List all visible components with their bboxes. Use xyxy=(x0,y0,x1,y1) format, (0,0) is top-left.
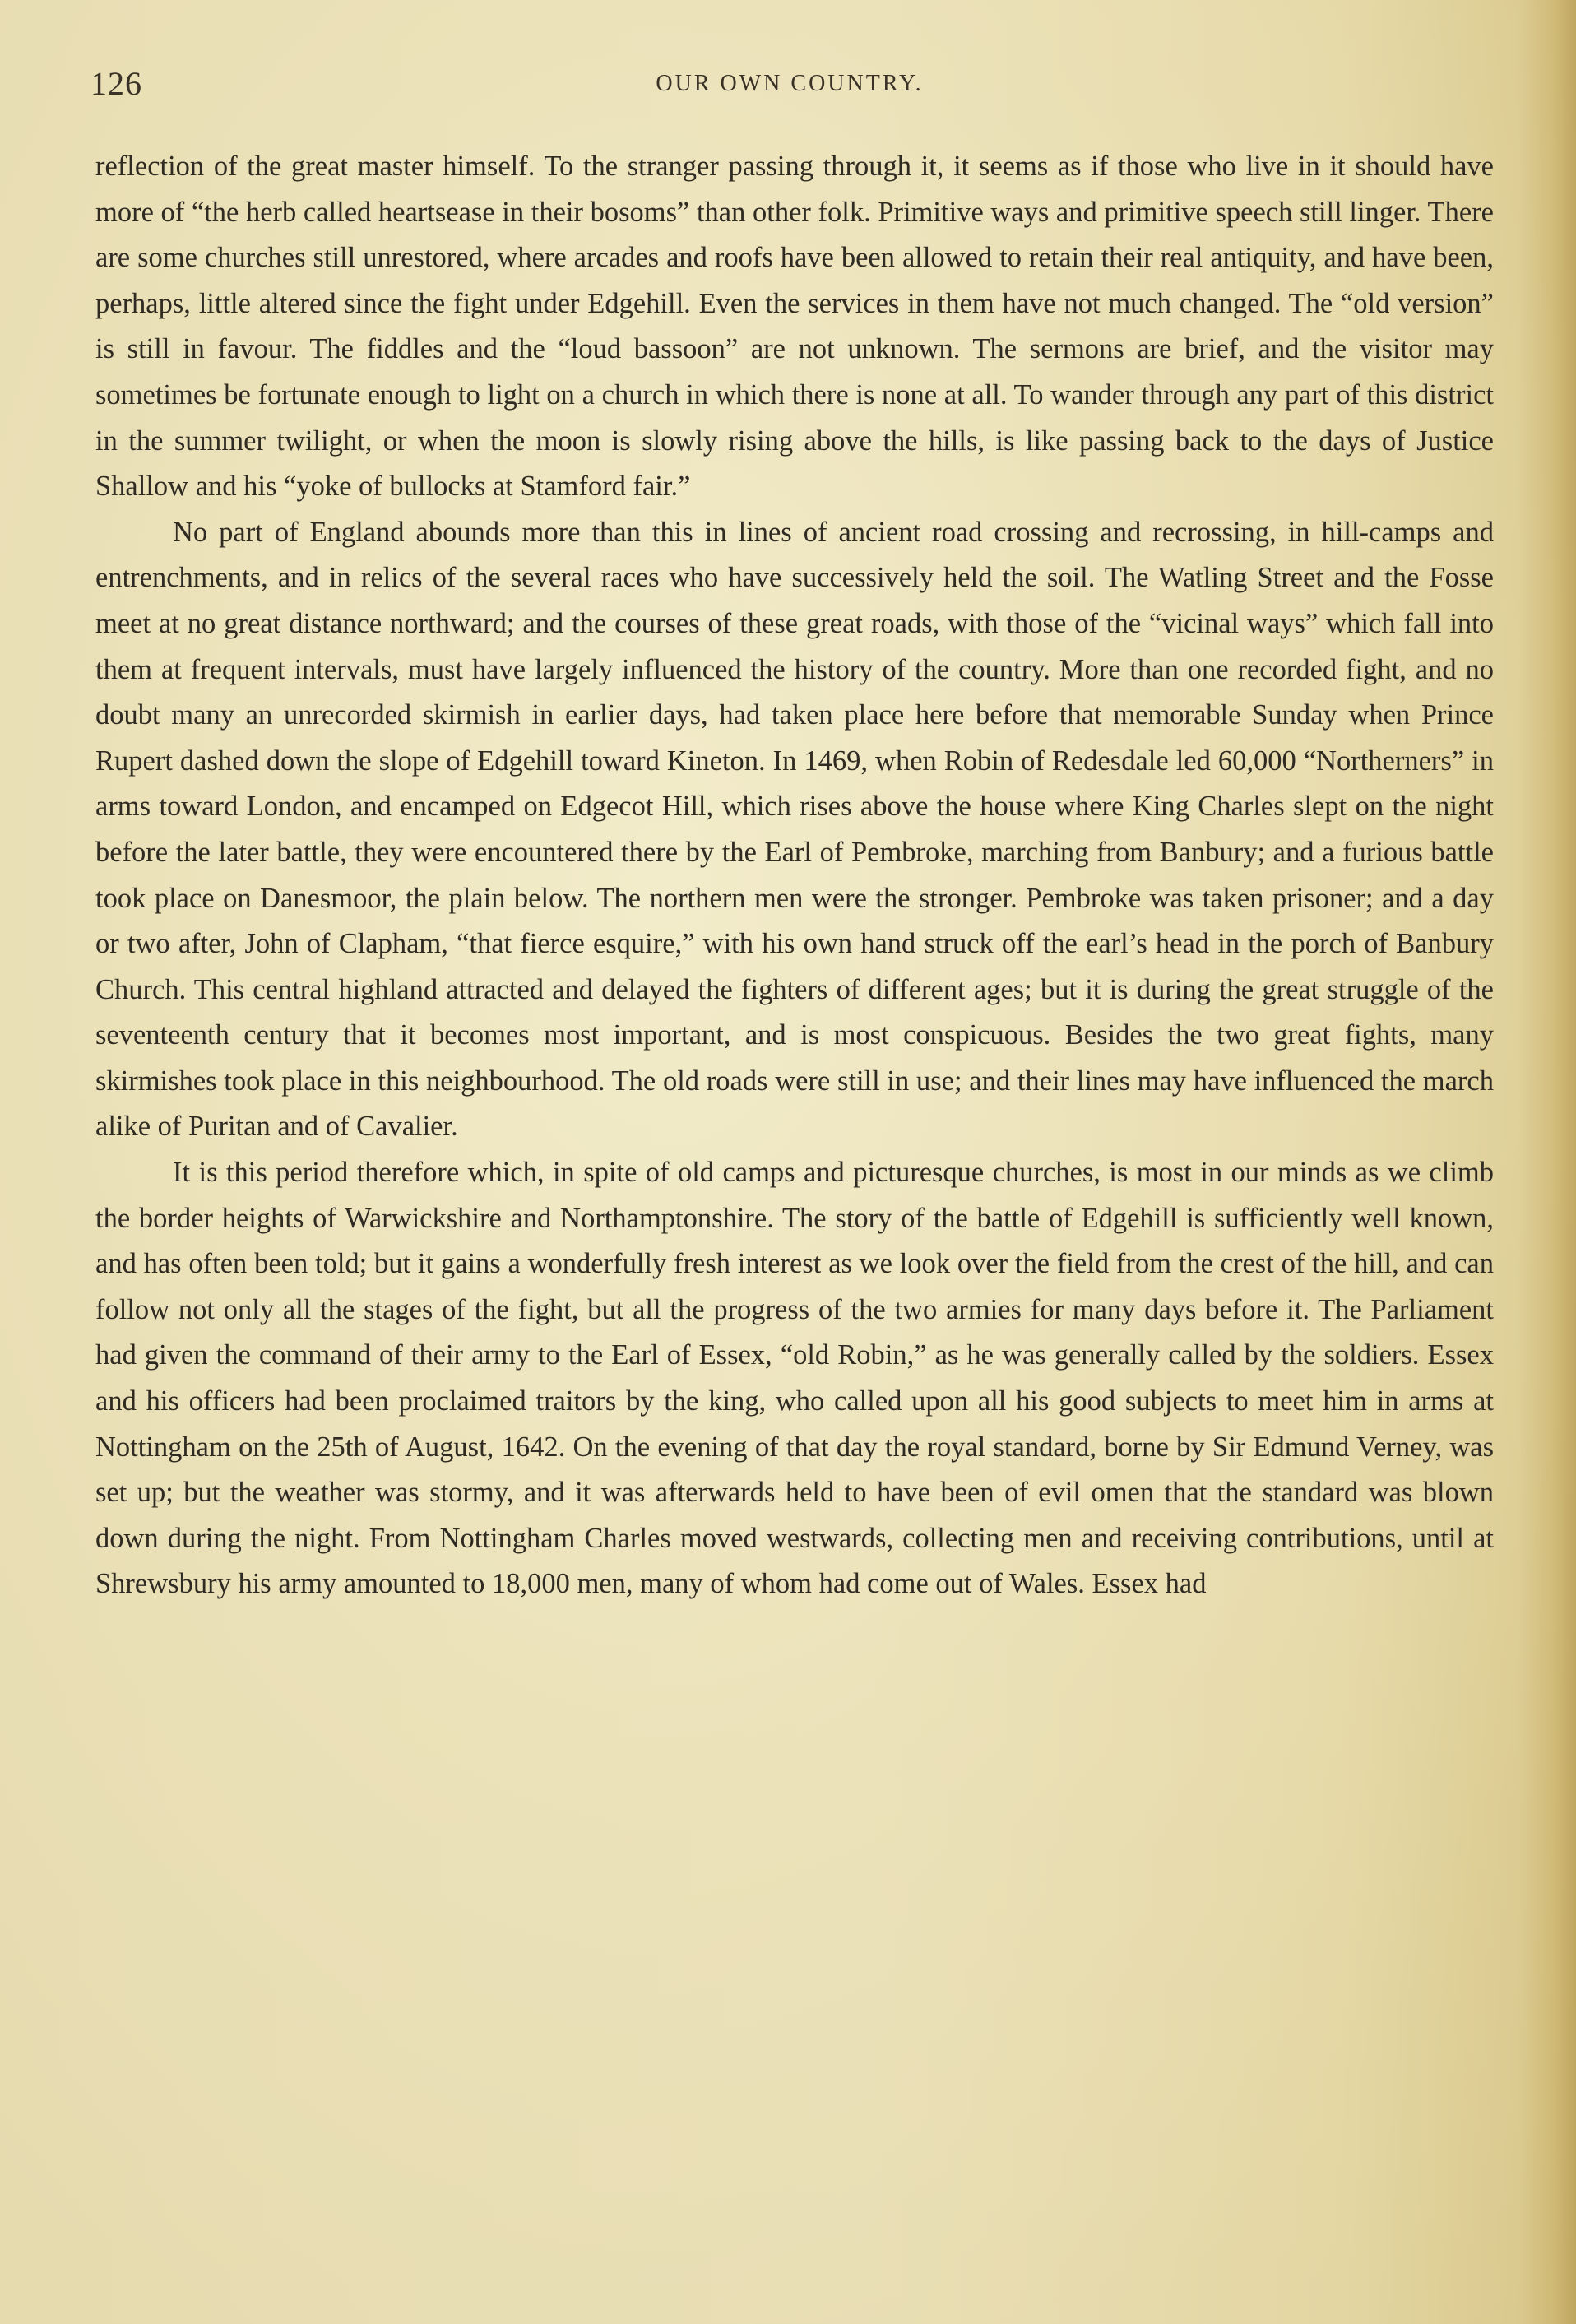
paragraph-3: It is this period therefore which, in spite of old camps and picturesque churches, is most in our minds as we climb the border heights of Warwickshire and Northamptonshire. The story of the battle of Edgehill is sufficiently well known, and has often been told; but it gains a wonderfully fresh interest as we look over the field from the crest of the hill, and can follow not only all the stages of the fight, but all the progress of the two armies for many days before it. The Parliament had given the command of their army to the Earl of Essex, “old Robin,” as he was generally called by the soldiers. Essex and his officers had been proclaimed traitors by the king, who called upon all his good subjects to meet him in arms at Nottingham on the 25th of August, 1642. On the evening of that day the royal standard, borne by Sir Edmund Verney, was set up; but the weather was stormy, and it was afterwards held to have been of evil omen that the standard was blown down during the night. From Nottingham Charles moved westwards, collecting men and receiving contributions, until at Shrewsbury his army amounted to 18,000 men, many of whom had come out of Wales. Essex had xyxy=(95,1157,1494,1600)
body-text xyxy=(95,144,1494,1607)
running-head xyxy=(90,64,1489,105)
paragraph-2: No part of England abounds more than this in lines of ancient road crossing and recrossing, in hill-camps and entrenchments, and in relics of the several races who have successively held the soil. The Watling Street and the Fosse meet at no great distance northward; and the courses of these great roads, with those of the “vicinal ways” which fall into them at frequent intervals, must have largely influenced the history of the country. More than one recorded fight, and no doubt many an unrecorded skirmish in earlier days, had taken place here before that memorable Sunday when Prince Rupert dashed down the slope of Edgehill toward Kineton. In 1469, when Robin of Redesdale led 60,000 “Northerners” in arms toward London, and encamped on Edgecot Hill, which rises above the house where King Charles slept on the night before the later battle, they were encountered there by the Earl of Pembroke, marching from Banbury; and a furious battle took place on Danesmoor, the plain below. The northern men were the stronger. Pembroke was taken prisoner; and a day or two after, John of Clapham, “that fierce esquire,” with his own hand struck off the earl’s head in the porch of Banbury Church. This central highland attracted and delayed the fighters of different ages; but it is during the great struggle of the seventeenth century that it becomes most important, and is most conspicuous. Besides the two great fights, many skirmishes took place in this neighbourhood. The old roads were still in use; and their lines may have influenced the march alike of Puritan and of Cavalier. xyxy=(95,516,1494,1143)
page-number: 126 xyxy=(90,65,142,102)
running-title: OUR OWN COUNTRY. xyxy=(656,71,924,96)
spine-shadow xyxy=(1518,0,1576,2324)
paragraph-1: reflection of the great master himself. To the stranger passing through it, it seems as if those who live in it should have more of “the herb called heartsease in their bosoms” than other folk. Primitive ways and primitive speech still linger. There are some churches still unrestored, where arcades and roofs have been allowed to retain their real antiquity, and have been, perhaps, little altered since the fight under Edgehill. Even the services in them have not much changed. The “old version” is still in favour. The fiddles and the “loud bassoon” are not unknown. The sermons are brief, and the visitor may sometimes be fortunate enough to light on a church in which there is none at all. To wander through any part of this district in the summer twilight, or when the moon is slowly rising above the hills, is like passing back to the days of Justice Shallow and his “yoke of bullocks at Stamford fair.” xyxy=(95,151,1494,503)
